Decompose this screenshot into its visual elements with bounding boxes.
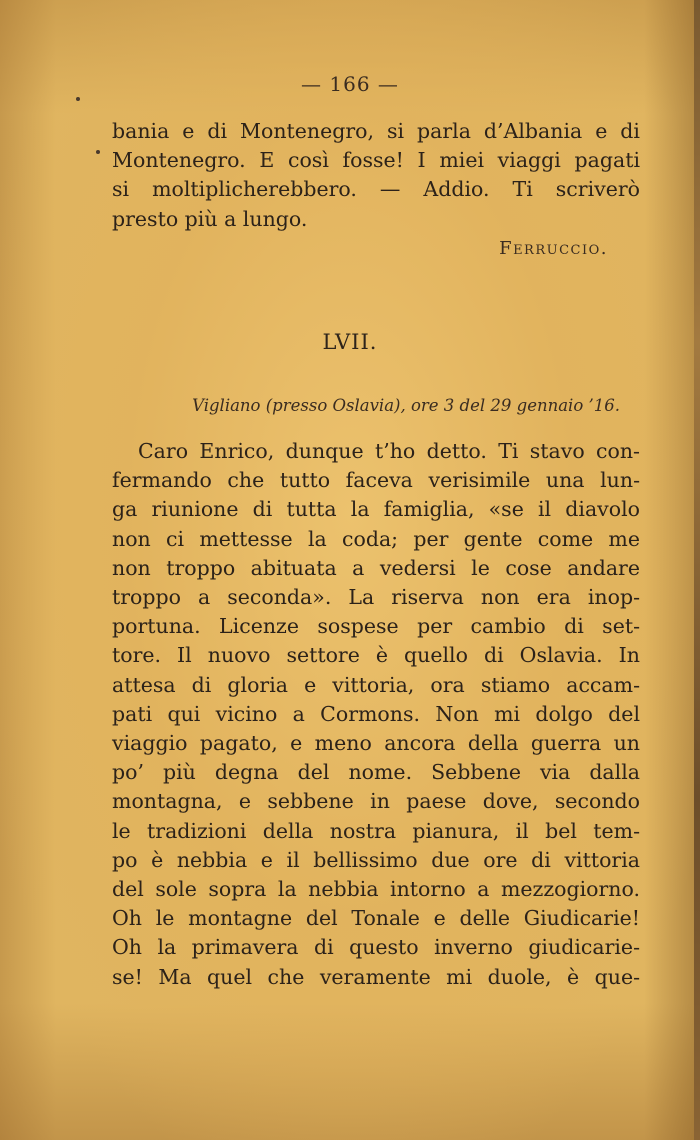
top-paragraph bbox=[112, 117, 640, 234]
text-line: Oh le montagne del Tonale e delle Giudicarie! bbox=[112, 906, 640, 931]
text-line: po è nebbia e il bellissimo due ore di vittoria bbox=[112, 847, 640, 872]
text-line: non troppo abituata a vedersi le cose andare bbox=[112, 555, 640, 580]
text-line: pati qui vicino a Cormons. Non mi dolgo del bbox=[112, 701, 640, 726]
text-line: se! Ma quel che veramente mi duole, è que- bbox=[112, 964, 640, 989]
text-line: ga riunione di tutta la famiglia, «se il diavolo bbox=[112, 497, 640, 522]
text-line: le tradizioni della nostra pianura, il bel tem- bbox=[112, 818, 640, 843]
text-line: po’ più degna del nome. Sebbene via dalla bbox=[112, 760, 640, 785]
text-line: Oh la primavera di questo inverno giudicarie- bbox=[112, 935, 640, 960]
text-line: Caro Enrico, dunque t’ho detto. Ti stavo con- bbox=[138, 439, 640, 463]
text-line: viaggio pagato, e meno ancora della guerra un bbox=[112, 731, 640, 756]
text-line: troppo a seconda». La riserva non era inop- bbox=[112, 585, 640, 610]
text-line: bania e di Montenegro, si parla d’Albania e di bbox=[112, 119, 640, 143]
text-line: Montenegro. E così fosse! I miei viaggi pagati bbox=[112, 148, 640, 173]
page-number: — 166 — bbox=[301, 72, 399, 96]
dateline: Vigliano (presso Oslavia), ore 3 del 29 gennaio ’16. bbox=[192, 396, 620, 415]
text-line: presto più a lungo. bbox=[112, 206, 308, 231]
text-line: non ci mettesse la coda; per gente come me bbox=[112, 526, 640, 551]
text-line: montagna, e sebbene in paese dove, secondo bbox=[112, 789, 640, 814]
paper-speck bbox=[76, 97, 80, 101]
text-line: portuna. Licenze sospese per cambio di set- bbox=[112, 614, 640, 639]
letter-body bbox=[112, 437, 640, 992]
text-line: tore. Il nuovo settore è quello di Oslavia. In bbox=[112, 643, 640, 668]
text-line: del sole sopra la nebbia intorno a mezzogiorno. bbox=[112, 877, 640, 902]
chapter-heading: LVII. bbox=[322, 330, 378, 354]
text-line: si moltiplicherebbero. — Addio. Ti scriverò bbox=[112, 177, 640, 202]
signature: Ferruccio. bbox=[499, 238, 608, 259]
paper-speck bbox=[96, 150, 100, 154]
text-line: attesa di gloria e vittoria, ora stiamo accam- bbox=[112, 672, 640, 697]
page-edge bbox=[694, 0, 700, 1140]
text-line: fermando che tutto faceva verisimile una lun- bbox=[112, 468, 640, 493]
